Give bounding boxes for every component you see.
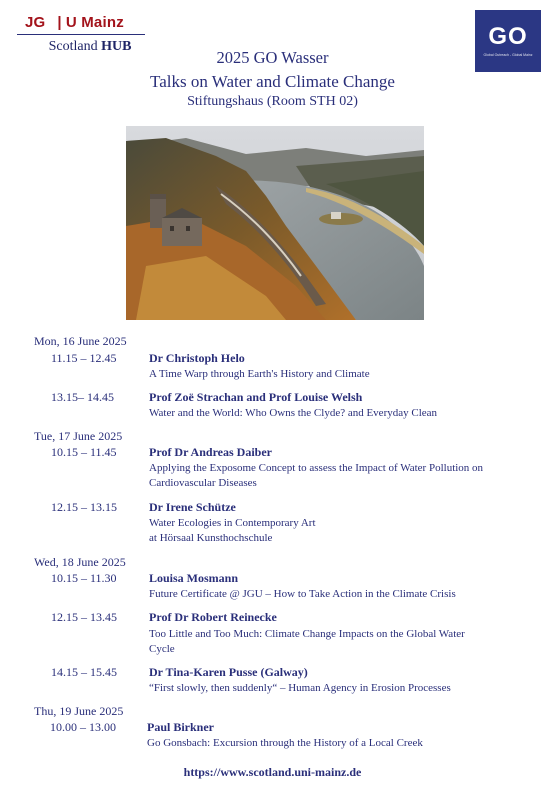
talk-speaker: Dr Irene Schütze xyxy=(149,500,236,514)
talk-title: Future Certificate @ JGU – How to Take Action in the Climate Crisis xyxy=(149,588,456,600)
logo-divider xyxy=(17,34,145,35)
talk-title: Water and the World: Who Owns the Clyde? and Everyday Clean xyxy=(149,407,438,419)
logo-hub: HUB xyxy=(101,39,132,54)
talk-title: Go Gonsbach: Excursion through the History of a Local Creek xyxy=(147,737,423,749)
talk-time: 12.15 – 13.15 xyxy=(51,500,117,514)
talk-time: 10.15 – 11.30 xyxy=(51,571,117,585)
rhine-valley-photo xyxy=(126,126,424,320)
talk-speaker: Dr Tina-Karen Pusse (Galway) xyxy=(149,665,308,679)
talk-speaker: Paul Birkner xyxy=(147,720,215,734)
talk-speaker: Dr Christoph Helo xyxy=(149,351,245,365)
website-link[interactable]: https://www.scotland.uni-mainz.de xyxy=(183,765,362,779)
logo-top xyxy=(17,14,145,32)
talk-time: 14.15 – 15.45 xyxy=(51,665,117,679)
talk-time: 12.15 – 13.45 xyxy=(51,610,117,624)
talk-title-continued: at Hörsaal Kunsthochschule xyxy=(149,532,273,544)
day-heading: Tue, 17 June 2025 xyxy=(34,429,123,443)
rhine-valley-illustration xyxy=(126,126,424,320)
day-heading: Mon, 16 June 2025 xyxy=(34,334,127,348)
logo-u-mainz: U Mainz xyxy=(65,14,124,31)
talk-title: “First slowly, then suddenly“ – Human Agency in Erosion Processes xyxy=(149,682,451,694)
talk-time: 13.15– 14.45 xyxy=(51,390,114,404)
event-location: Stiftungshaus (Room STH 02) xyxy=(187,94,358,109)
talk-speaker: Prof Dr Robert Reinecke xyxy=(149,610,277,624)
day-heading: Wed, 18 June 2025 xyxy=(34,555,126,569)
logo-scotland: Scotland xyxy=(48,39,98,54)
talk-time: 10.00 – 13.00 xyxy=(50,720,116,734)
go-badge-subtext: Global Outreach - Global Mainz xyxy=(483,53,533,57)
talk-time: 10.15 – 11.45 xyxy=(51,445,117,459)
talk-title-continued: Cycle xyxy=(149,643,175,655)
talk-title: Water Ecologies in Contemporary Art xyxy=(149,517,316,529)
talk-time: 11.15 – 12.45 xyxy=(51,351,117,365)
talk-title-continued: Cardiovascular Diseases xyxy=(149,477,257,489)
day-heading: Thu, 19 June 2025 xyxy=(34,704,124,718)
event-subtitle: Talks on Water and Climate Change xyxy=(150,72,395,91)
logo-jg: JG xyxy=(25,14,46,31)
go-badge-text: GO xyxy=(488,23,528,50)
talk-speaker: Prof Zoë Strachan and Prof Louise Welsh xyxy=(149,390,363,404)
logo-bar: | xyxy=(57,14,62,31)
talk-speaker: Louisa Mosmann xyxy=(149,571,239,585)
talk-speaker: Prof Dr Andreas Daiber xyxy=(149,445,272,459)
event-series-title: 2025 GO Wasser xyxy=(216,48,329,67)
talk-title: A Time Warp through Earth's History and Climate xyxy=(149,368,370,380)
talk-title: Applying the Exposome Concept to assess the Impact of Water Pollution on xyxy=(149,462,484,474)
talk-title: Too Little and Too Much: Climate Change Impacts on the Global Water xyxy=(149,628,465,640)
